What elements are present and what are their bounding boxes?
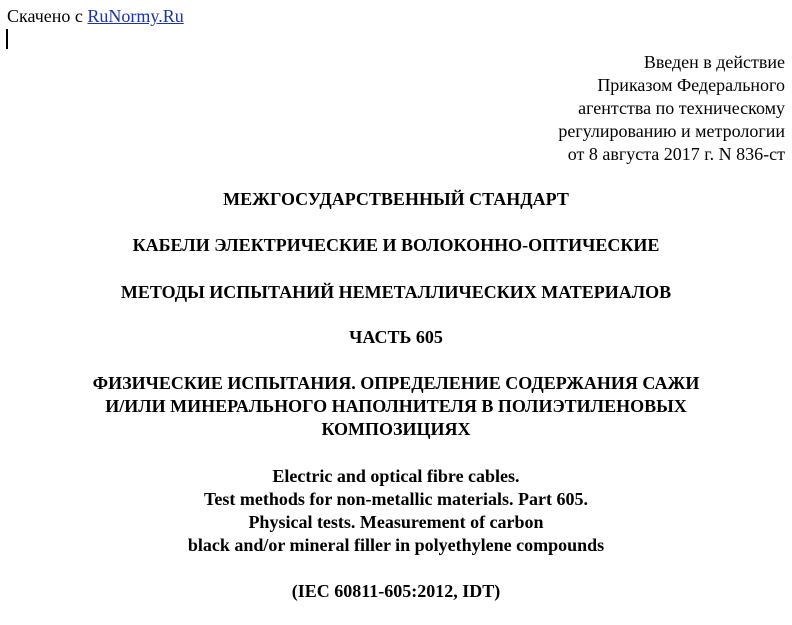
approval-line: от 8 августа 2017 г. N 836-ст xyxy=(567,144,785,164)
download-source-line xyxy=(7,5,184,27)
subtitle-line-2: И/ИЛИ МИНЕРАЛЬНОГО НАПОЛНИТЕЛЯ В ПОЛИЭТИЛЕНОВЫХ xyxy=(105,396,687,416)
approval-line: Приказом Федерального xyxy=(597,75,785,95)
english-title-line-2: Test methods for non-metallic materials. Part 605. xyxy=(204,489,588,509)
title-line-1: КАБЕЛИ ЭЛЕКТРИЧЕСКИЕ И ВОЛОКОННО-ОПТИЧЕСКИЕ xyxy=(132,235,660,255)
subtitle-line-3: КОМПОЗИЦИЯХ xyxy=(321,419,471,439)
approval-line: Введен в действие xyxy=(643,52,785,72)
subtitle-line-1: ФИЗИЧЕСКИЕ ИСПЫТАНИЯ. ОПРЕДЕЛЕНИЕ СОДЕРЖАНИЯ САЖИ xyxy=(92,373,700,393)
part-heading: ЧАСТЬ 605 xyxy=(349,327,443,347)
text-cursor xyxy=(6,29,8,49)
runormy-link[interactable]: RuNormy.Ru xyxy=(87,6,184,26)
english-title-line-4: black and/or mineral filler in polyethylene compounds xyxy=(187,535,605,555)
standard-type-heading: МЕЖГОСУДАРСТВЕННЫЙ СТАНДАРТ xyxy=(223,189,569,209)
approval-statement xyxy=(558,51,785,166)
approval-line: регулированию и метрологии xyxy=(558,121,785,141)
standard-identifier: (IEC 60811-605:2012, IDT) xyxy=(291,581,501,601)
title-line-2: МЕТОДЫ ИСПЫТАНИЙ НЕМЕТАЛЛИЧЕСКИХ МАТЕРИАЛОВ xyxy=(120,282,672,302)
english-title-line-3: Physical tests. Measurement of carbon xyxy=(248,512,544,532)
approval-line: агентства по техническому xyxy=(578,98,785,118)
english-title-line-1: Electric and optical fibre cables. xyxy=(272,466,520,486)
download-prefix: Скачено с xyxy=(7,6,88,26)
